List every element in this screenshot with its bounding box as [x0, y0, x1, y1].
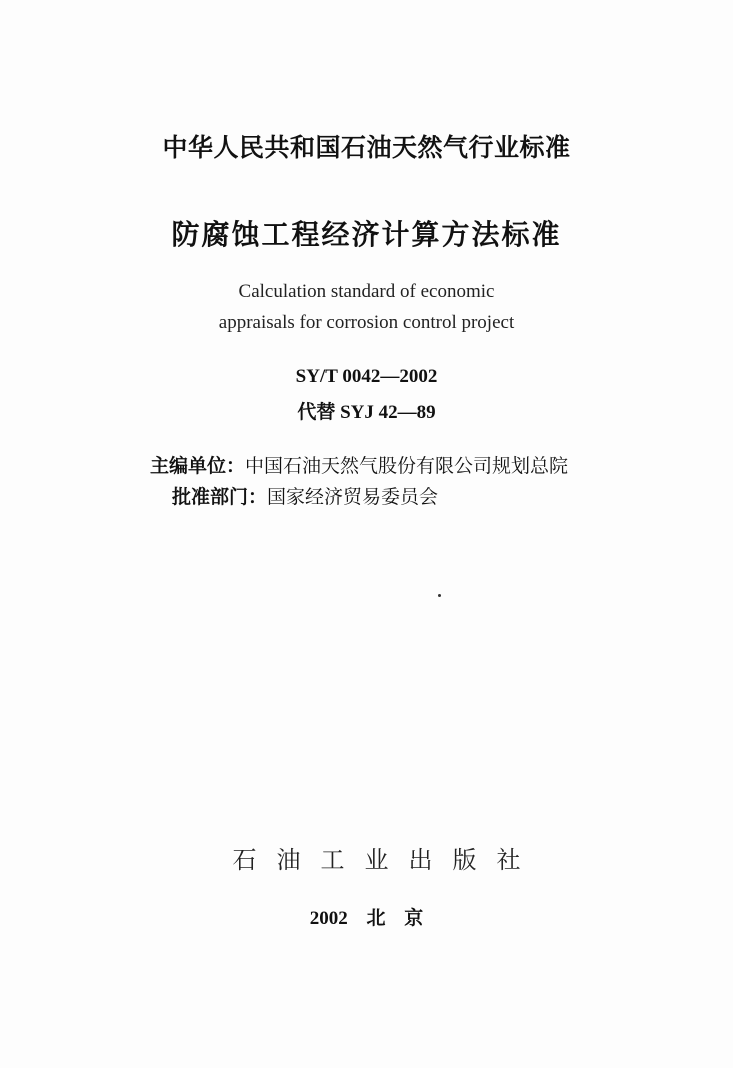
publisher-name: 石油工业出版社 — [232, 846, 541, 874]
document-title-chinese: 防腐蚀工程经济计算方法标准 — [171, 218, 562, 251]
approver-label: 批准部门： — [172, 486, 268, 508]
publication-year-place: 2002 北 京 — [309, 908, 424, 929]
scan-speck — [438, 594, 441, 597]
replaced-standard: 代替 SYJ 42—89 — [297, 402, 436, 423]
standard-code: SY/T 0042—2002 — [295, 366, 438, 387]
document-title-english-line2: appraisals for corrosion control project — [218, 312, 515, 333]
approving-department — [172, 482, 438, 509]
approver-value: 国家经济贸易委员会 — [267, 486, 439, 508]
document-title-english-line1: Calculation standard of economic — [238, 281, 495, 302]
editor-value: 中国石油天然气股份有限公司规划总院 — [245, 455, 569, 477]
editor-organization — [150, 451, 568, 478]
industry-standard-heading: 中华人民共和国石油天然气行业标准 — [162, 133, 571, 162]
editor-label: 主编单位： — [150, 455, 246, 477]
